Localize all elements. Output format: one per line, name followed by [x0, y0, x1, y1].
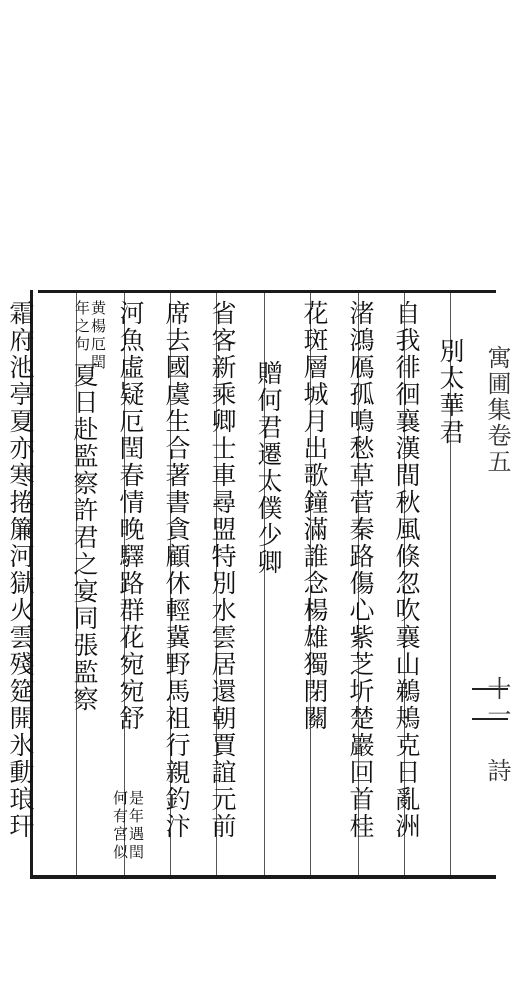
- margin-section: 十一 詩: [483, 676, 511, 784]
- poem-line: 自我徘徊襄漢間秋風倏忽吹襄山鵜鴂克日亂洲: [392, 300, 421, 840]
- poem-line: 河魚虛疑厄閏春情晚驛路群花宛宛舒: [116, 300, 145, 732]
- poem-line: 花斑層城月出歌鐘滿誰念楊雄獨閉關: [300, 300, 329, 732]
- margin-book-title: 寓圃集卷五: [483, 345, 511, 475]
- poem-line: 省客新乘卿士車尋盟特別水雲居還朝賈誼元前: [208, 300, 237, 840]
- poem-title: 贈何君遷太僕少卿: [254, 360, 283, 576]
- annotation-note: 年之句: [73, 300, 91, 354]
- frame-border-top: [38, 290, 496, 293]
- poem-title: 別太華君: [436, 338, 465, 446]
- poem-title: 夏日赴監察許君之宴同張監察: [70, 362, 99, 713]
- annotation-note: 是年遇閏: [127, 790, 145, 862]
- poem-line: 渚鴻鴈孤鳴愁草菅秦路傷心紫芝圻楚巖回首桂: [346, 300, 375, 840]
- annotation-note: 黄楊厄閏: [89, 300, 107, 372]
- poem-line: 霜府池亭夏亦寒捲簾河獄火雲殘筵開氷動琅玕: [6, 300, 35, 840]
- frame-border-bottom: [30, 875, 496, 879]
- annotation-note: 何有宮似: [111, 790, 129, 862]
- poem-line: 席去國虞生合著書貪顧休輕冀野馬祖行親釣汴: [162, 300, 191, 840]
